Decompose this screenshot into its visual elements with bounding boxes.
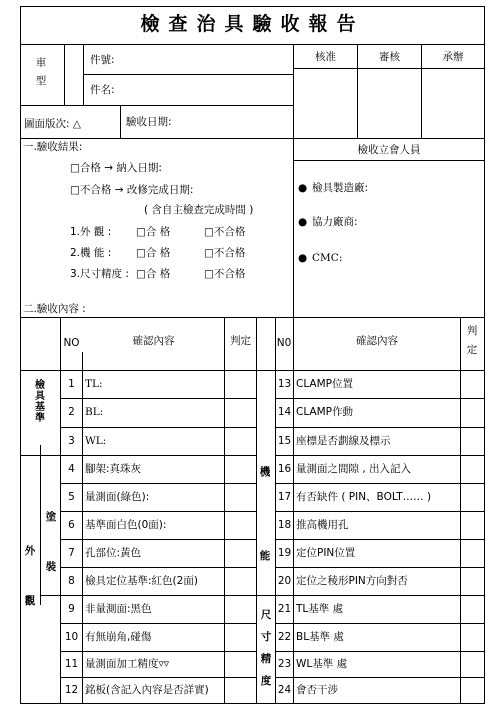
report-title: 檢查治具驗收報告 bbox=[140, 13, 365, 35]
row-no: 4 bbox=[68, 463, 75, 475]
row-content: 孔部位:黃色 bbox=[85, 547, 142, 559]
row-no: 3 bbox=[68, 435, 75, 447]
row-content: BL基準 處 bbox=[296, 631, 344, 643]
row-no: 5 bbox=[68, 491, 75, 503]
result-item-label: 2.機 能 : bbox=[70, 247, 112, 259]
row-content: 定位之稜形PIN方向對否 bbox=[296, 575, 408, 587]
row-content: CLAMP位置 bbox=[296, 378, 353, 390]
row-content: TL基準 處 bbox=[296, 603, 344, 615]
car-type-label: 車型 bbox=[35, 57, 47, 87]
bullet-icon: ● bbox=[298, 252, 308, 264]
row-content: 腳架:真珠灰 bbox=[85, 463, 142, 475]
attendee-item: CMC: bbox=[312, 252, 343, 264]
result-item-label: 3.尺寸精度 : bbox=[70, 268, 129, 280]
row-content: 量測面(綠色): bbox=[85, 491, 150, 503]
result-item-label: 1.外 觀 : bbox=[70, 226, 112, 238]
row-content: 銘板(含記入內容是否詳實) bbox=[85, 684, 209, 696]
row-content: 定位PIN位置 bbox=[296, 547, 356, 559]
result-heading: 一.驗收結果: bbox=[23, 141, 83, 153]
group-fixture-label: 檢具基準 bbox=[35, 380, 45, 424]
review-label: 審核 bbox=[379, 51, 400, 63]
inspection-report-sheet bbox=[20, 6, 485, 704]
row-content: 非量測面:黑色 bbox=[85, 603, 152, 615]
bullet-icon: ● bbox=[298, 216, 308, 228]
row-content: WL: bbox=[85, 435, 107, 447]
col-no-header: NO bbox=[63, 337, 80, 349]
row-no: 19 bbox=[277, 547, 292, 559]
part-name-label: 件名: bbox=[90, 84, 115, 96]
col-judge-header: 判定 bbox=[230, 335, 251, 347]
row-content: 基準面白色(0面): bbox=[85, 519, 167, 531]
row-no: 17 bbox=[277, 491, 292, 503]
col-no-right-header: N0 bbox=[276, 337, 292, 349]
row-no: 12 bbox=[64, 684, 79, 696]
result-item-fail: □不合格 bbox=[204, 226, 246, 238]
row-content: 量測面加工精度▿▿ bbox=[85, 658, 170, 670]
row-no: 24 bbox=[277, 684, 292, 696]
result-item-fail: □不合格 bbox=[204, 268, 246, 280]
row-content: 推高機用孔 bbox=[296, 519, 349, 531]
row-content: CLAMP作動 bbox=[296, 406, 353, 418]
col-content-header: 確認內容 bbox=[132, 335, 175, 347]
row-no: 9 bbox=[68, 603, 75, 615]
row-no: 13 bbox=[277, 378, 292, 390]
bullet-icon: ● bbox=[298, 182, 308, 194]
row-no: 22 bbox=[277, 631, 292, 643]
attendees-heading: 檢收立會人員 bbox=[357, 144, 421, 156]
content-heading: 二.驗收內容 : bbox=[23, 303, 86, 315]
row-no: 8 bbox=[68, 575, 75, 587]
row-no: 11 bbox=[64, 658, 79, 670]
group-dimension-label: 尺寸精度 bbox=[260, 609, 272, 687]
col-content-right-header: 確認內容 bbox=[356, 335, 398, 347]
row-no: 21 bbox=[277, 603, 292, 615]
attendee-item: 協力廠商: bbox=[312, 216, 358, 228]
row-no: 1 bbox=[68, 378, 75, 390]
row-content: WL基準 處 bbox=[296, 658, 348, 670]
row-no: 7 bbox=[68, 547, 75, 559]
group-function-label: 機能 bbox=[259, 466, 271, 562]
drawing-version-label: 圖面版次: △ bbox=[24, 118, 81, 130]
row-content: 座標是否劃線及標示 bbox=[296, 435, 391, 447]
row-no: 6 bbox=[68, 519, 75, 531]
group-paint-label: 塗裝 bbox=[45, 511, 57, 573]
row-content: BL: bbox=[85, 406, 104, 418]
row-content: 有否缺件 ( PIN、BOLT…… ) bbox=[296, 491, 432, 503]
row-no: 20 bbox=[277, 575, 292, 587]
result-item-fail: □不合格 bbox=[204, 247, 246, 259]
result-item-pass: □合 格 bbox=[136, 247, 171, 259]
handler-label: 承辦 bbox=[442, 51, 464, 63]
row-no: 16 bbox=[277, 463, 292, 475]
group-appearance-label: 外觀 bbox=[24, 545, 36, 607]
acceptance-date-label: 驗收日期: bbox=[126, 116, 172, 128]
row-content: 有無崩角,碰傷 bbox=[85, 631, 152, 643]
attendee-item: 檢具製造廠: bbox=[312, 182, 369, 194]
row-no: 10 bbox=[64, 631, 79, 643]
row-no: 15 bbox=[277, 435, 292, 447]
pass-line: □合格 → 納入日期: bbox=[70, 162, 162, 174]
row-content: TL: bbox=[85, 378, 103, 390]
row-content: 會否干涉 bbox=[296, 684, 338, 696]
col-judge-right-header: 判 定 bbox=[466, 325, 478, 356]
self-check-note: ( 含自主檢查完成時間 ) bbox=[144, 204, 254, 216]
fail-line: □不合格 → 改修完成日期: bbox=[70, 184, 194, 196]
row-content: 量測面之間隙 , 出入記入 bbox=[296, 463, 412, 475]
row-no: 14 bbox=[277, 406, 292, 418]
result-item-pass: □合 格 bbox=[136, 226, 171, 238]
row-no: 2 bbox=[68, 406, 75, 418]
approve-label: 核准 bbox=[315, 51, 336, 63]
row-no: 23 bbox=[277, 658, 292, 670]
part-no-label: 件號: bbox=[90, 54, 115, 66]
result-item-pass: □合 格 bbox=[136, 268, 171, 280]
row-no: 18 bbox=[277, 519, 292, 531]
row-content: 檢具定位基準:紅色(2面) bbox=[85, 575, 198, 587]
